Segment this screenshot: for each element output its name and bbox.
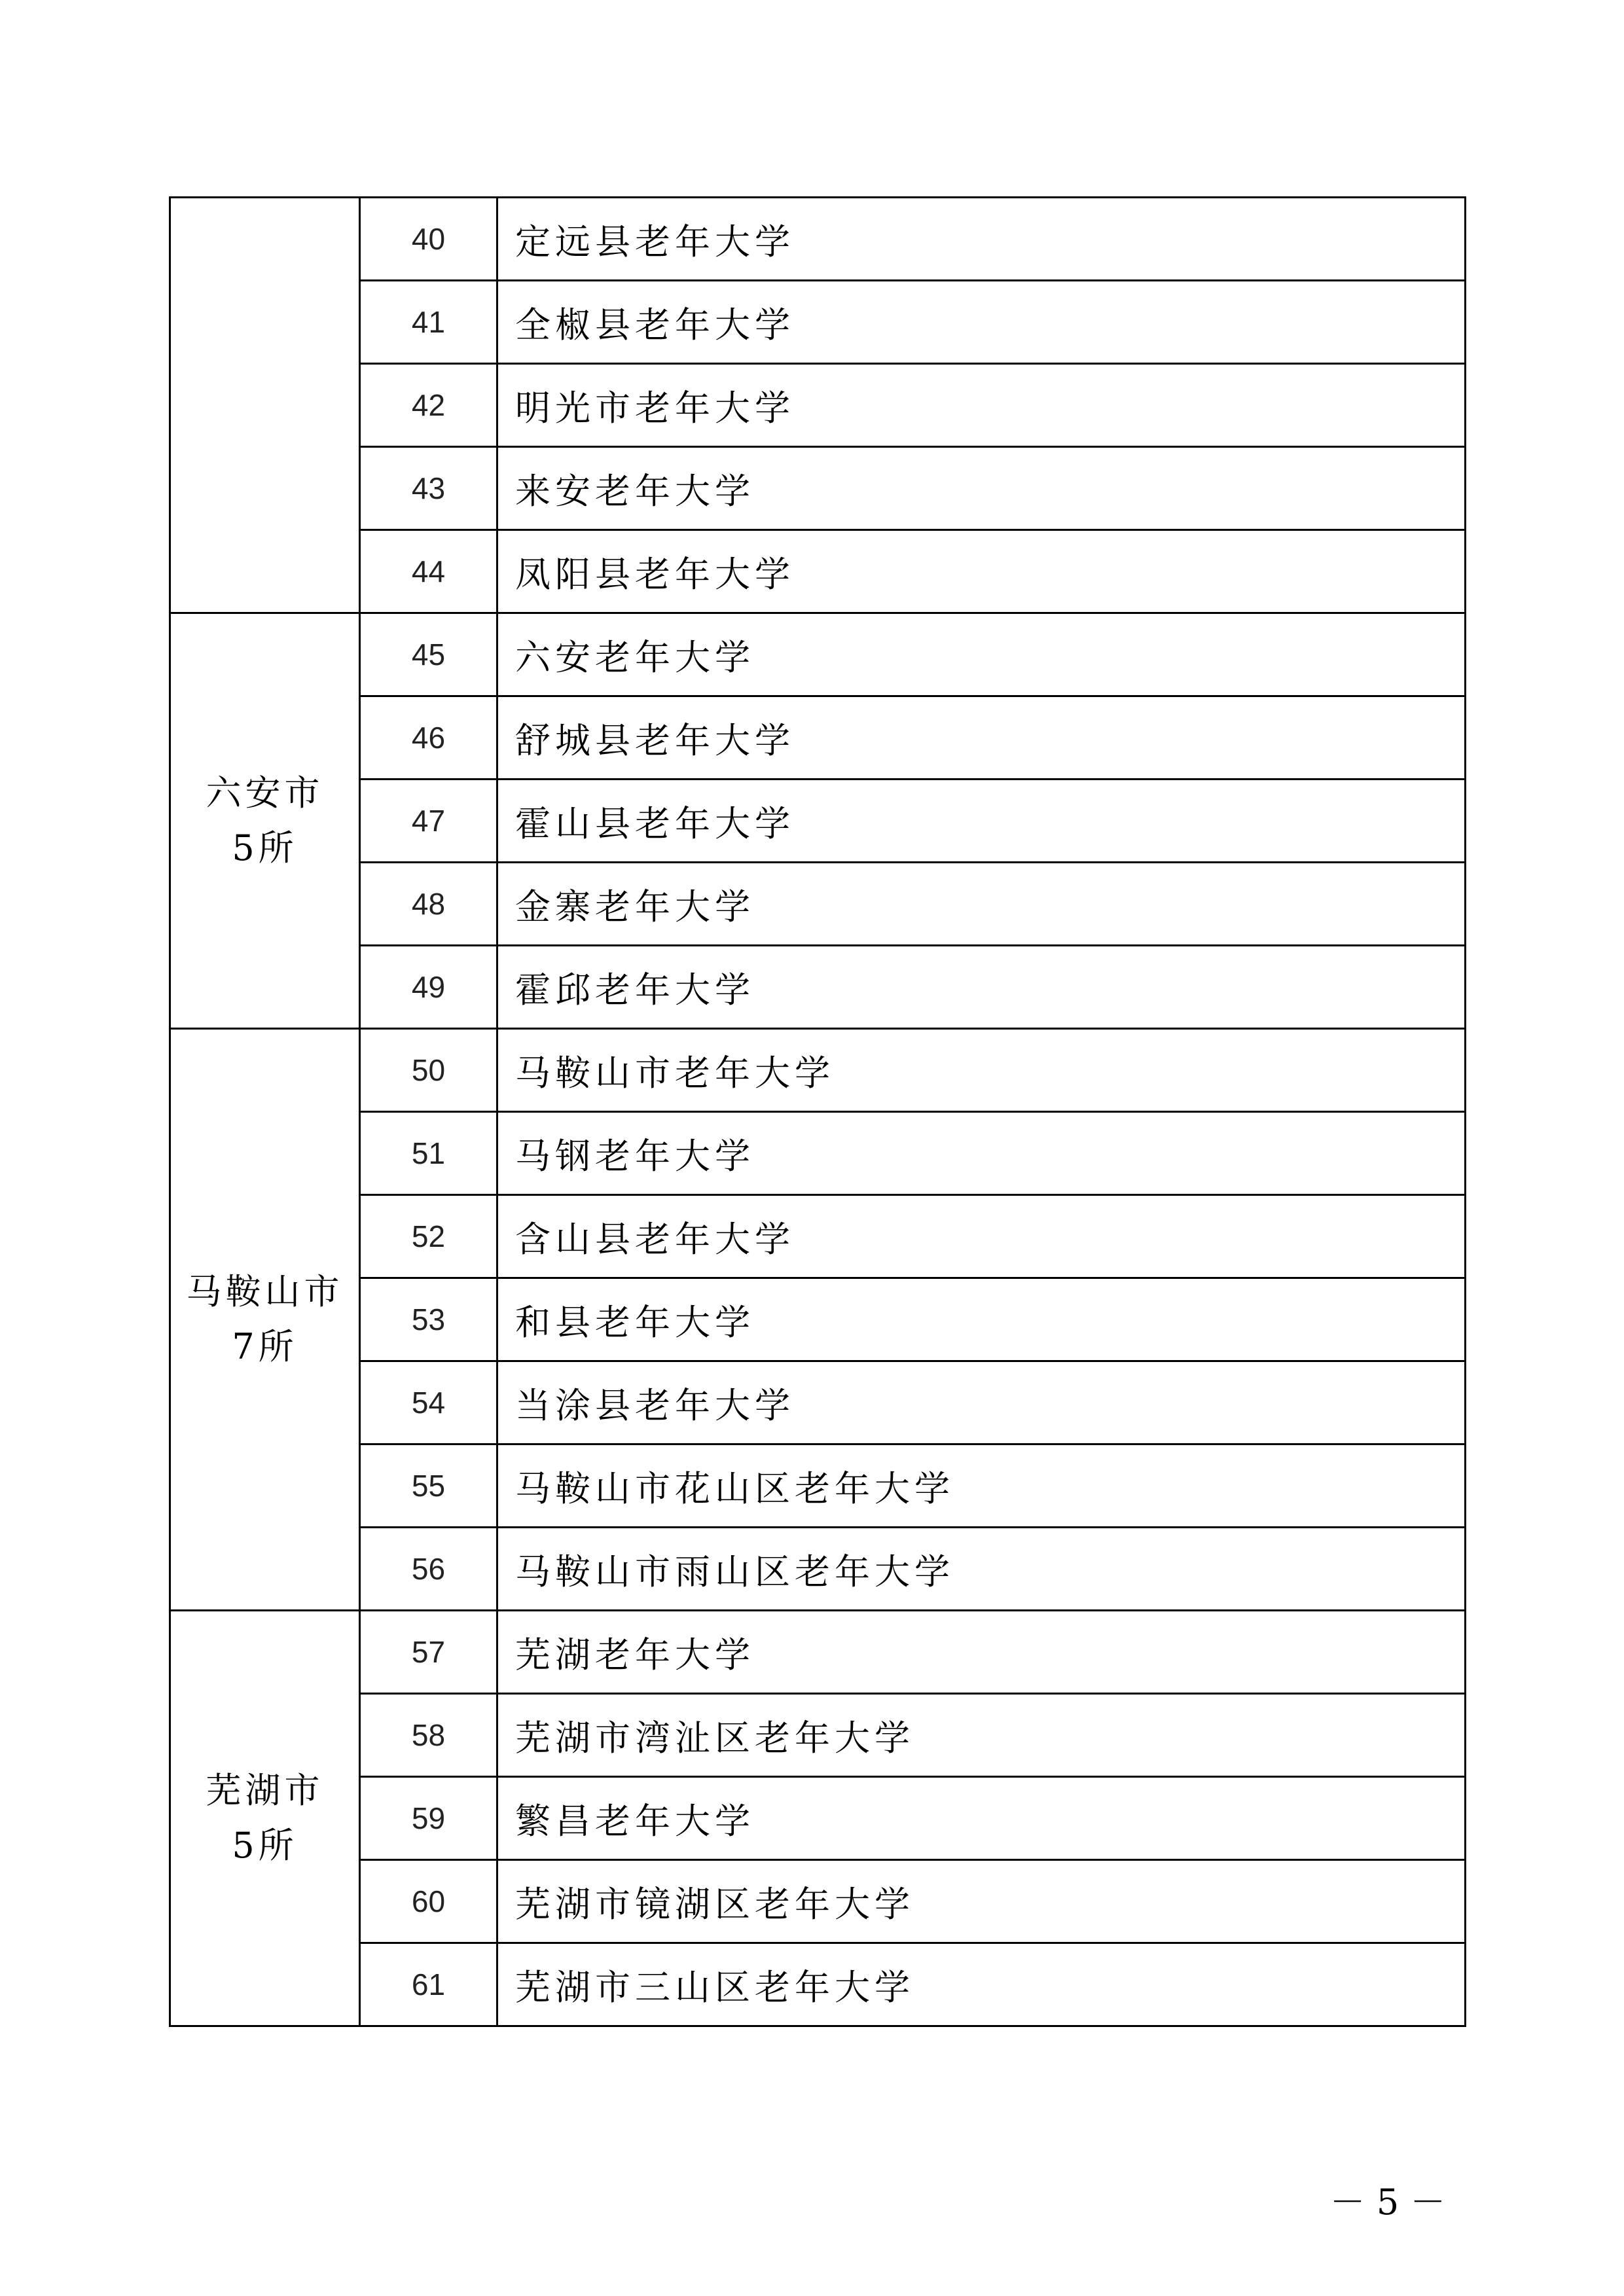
school-name: 马钢老年大学 xyxy=(497,1112,1466,1195)
school-name: 凤阳县老年大学 xyxy=(497,530,1466,613)
city-school-count: 5所 xyxy=(232,827,298,869)
row-number: 49 xyxy=(360,946,497,1029)
city-name: 六安市 xyxy=(206,772,324,814)
page-number: － 5 － xyxy=(1329,2181,1446,2223)
row-number: 59 xyxy=(360,1777,497,1860)
school-name: 霍山县老年大学 xyxy=(497,780,1466,863)
table-row xyxy=(170,863,1466,946)
school-name: 含山县老年大学 xyxy=(497,1195,1466,1278)
city-name: 芜湖市 xyxy=(206,1770,324,1811)
table-row xyxy=(170,1943,1466,2026)
row-number: 54 xyxy=(360,1361,497,1444)
row-number: 47 xyxy=(360,780,497,863)
row-number: 43 xyxy=(360,447,497,530)
school-name: 芜湖市湾沚区老年大学 xyxy=(497,1694,1466,1777)
row-number: 60 xyxy=(360,1860,497,1943)
table-row xyxy=(170,447,1466,530)
table-row xyxy=(170,198,1466,281)
row-number: 44 xyxy=(360,530,497,613)
row-number: 50 xyxy=(360,1029,497,1112)
row-number: 52 xyxy=(360,1195,497,1278)
row-number: 40 xyxy=(360,198,497,281)
city-name: 马鞍山市 xyxy=(186,1271,344,1312)
school-name: 繁昌老年大学 xyxy=(497,1777,1466,1860)
school-name: 芜湖市镜湖区老年大学 xyxy=(497,1860,1466,1943)
city-cell xyxy=(170,1029,360,1611)
row-number: 48 xyxy=(360,863,497,946)
row-number: 56 xyxy=(360,1528,497,1611)
school-name: 来安老年大学 xyxy=(497,447,1466,530)
table-row xyxy=(170,281,1466,364)
school-name: 舒城县老年大学 xyxy=(497,696,1466,780)
table-row xyxy=(170,364,1466,447)
city-cell xyxy=(170,613,360,1029)
table-row xyxy=(170,1195,1466,1278)
city-cell xyxy=(170,1611,360,2026)
row-number: 57 xyxy=(360,1611,497,1694)
school-name: 霍邱老年大学 xyxy=(497,946,1466,1029)
table-row xyxy=(170,530,1466,613)
table-row xyxy=(170,1444,1466,1528)
row-number: 42 xyxy=(360,364,497,447)
table-row xyxy=(170,780,1466,863)
row-number: 58 xyxy=(360,1694,497,1777)
row-number: 51 xyxy=(360,1112,497,1195)
schools-table xyxy=(169,196,1466,2027)
school-name: 芜湖市三山区老年大学 xyxy=(497,1943,1466,2026)
table-row xyxy=(170,946,1466,1029)
table-row xyxy=(170,1694,1466,1777)
school-name: 金寨老年大学 xyxy=(497,863,1466,946)
school-name: 和县老年大学 xyxy=(497,1278,1466,1361)
table-row xyxy=(170,1611,1466,1694)
row-number: 45 xyxy=(360,613,497,696)
school-name: 芜湖老年大学 xyxy=(497,1611,1466,1694)
table-row xyxy=(170,1112,1466,1195)
row-number: 55 xyxy=(360,1444,497,1528)
school-name: 当涂县老年大学 xyxy=(497,1361,1466,1444)
row-number: 41 xyxy=(360,281,497,364)
school-name: 定远县老年大学 xyxy=(497,198,1466,281)
city-cell xyxy=(170,198,360,613)
schools-table-body xyxy=(170,198,1466,2026)
table-row xyxy=(170,1278,1466,1361)
school-name: 马鞍山市雨山区老年大学 xyxy=(497,1528,1466,1611)
city-school-count: 7所 xyxy=(232,1326,298,1367)
row-number: 53 xyxy=(360,1278,497,1361)
table-row xyxy=(170,1361,1466,1444)
school-name: 全椒县老年大学 xyxy=(497,281,1466,364)
school-name: 马鞍山市老年大学 xyxy=(497,1029,1466,1112)
table-row xyxy=(170,696,1466,780)
row-number: 46 xyxy=(360,696,497,780)
table-row xyxy=(170,1777,1466,1860)
row-number: 61 xyxy=(360,1943,497,2026)
table-row xyxy=(170,613,1466,696)
city-school-count: 5所 xyxy=(232,1825,298,1866)
school-name: 六安老年大学 xyxy=(497,613,1466,696)
table-row xyxy=(170,1029,1466,1112)
school-name: 明光市老年大学 xyxy=(497,364,1466,447)
table-row xyxy=(170,1860,1466,1943)
school-name: 马鞍山市花山区老年大学 xyxy=(497,1444,1466,1528)
table-row xyxy=(170,1528,1466,1611)
